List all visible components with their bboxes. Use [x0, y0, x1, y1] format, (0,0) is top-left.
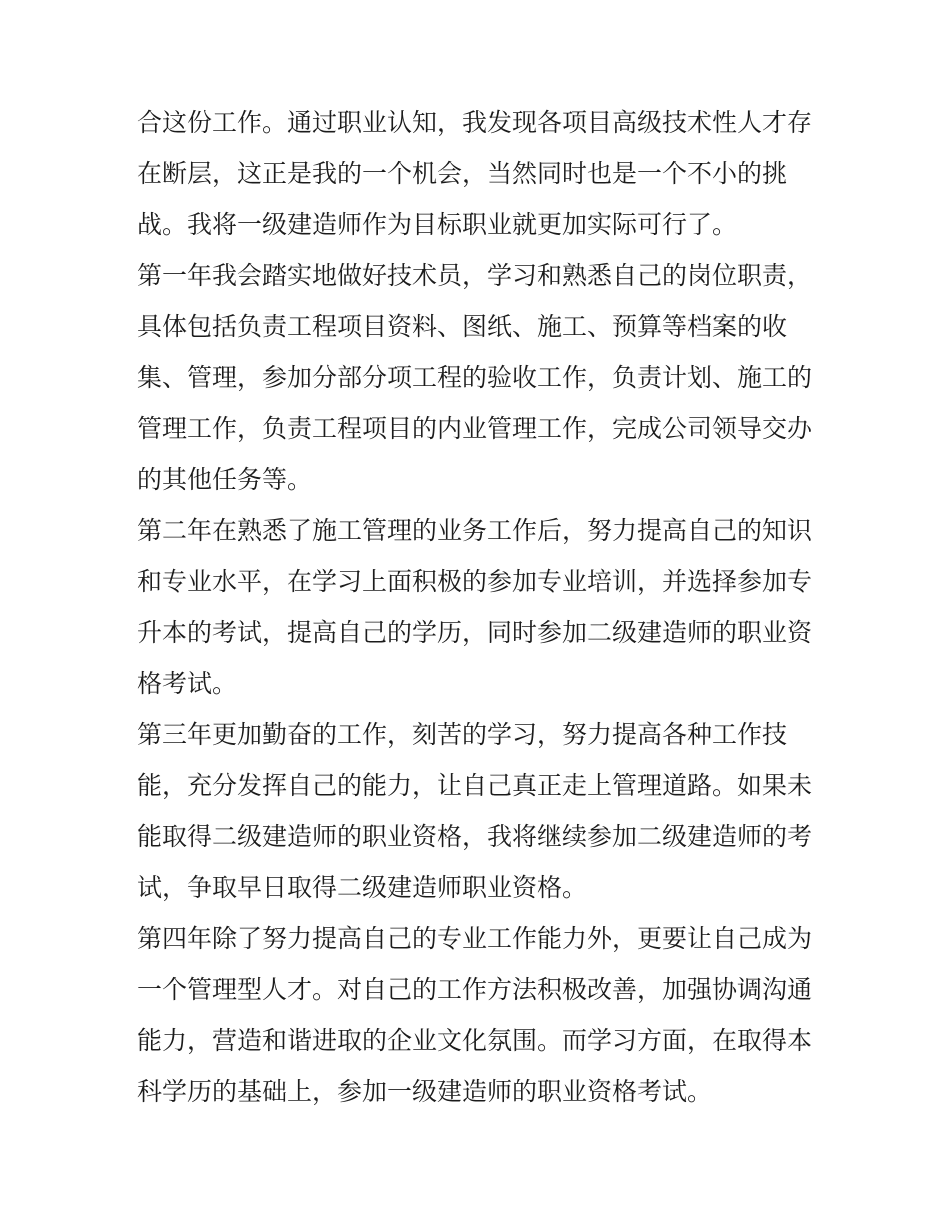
text-line: 能取得二级建造师的职业资格，我将继续参加二级建造师的考 [137, 824, 813, 851]
text-line: 科学历的基础上，参加一级建造师的职业资格考试。 [137, 1079, 713, 1106]
text-line: 第二年在熟悉了施工管理的业务工作后，努力提高自己的知识 [137, 518, 813, 545]
text-line: 能力，营造和谐进取的企业文化氛围。而学习方面，在取得本 [137, 1028, 813, 1055]
text-line: 第一年我会踏实地做好技术员，学习和熟悉自己的岗位职责， [137, 263, 813, 290]
text-line: 第四年除了努力提高自己的专业工作能力外，更要让自己成为 [137, 926, 813, 953]
text-line: 管理工作，负责工程项目的内业管理工作，完成公司领导交办 [137, 416, 813, 443]
text-line: 试，争取早日取得二级建造师职业资格。 [137, 875, 588, 902]
text-line: 集、管理，参加分部分项工程的验收工作，负责计划、施工的 [137, 365, 813, 392]
text-line: 第三年更加勤奋的工作，刻苦的学习，努力提高各种工作技 [137, 722, 788, 749]
text-line: 能，充分发挥自己的能力，让自己真正走上管理道路。如果未 [137, 773, 813, 800]
text-line: 在断层，这正是我的一个机会，当然同时也是一个不小的挑 [137, 161, 788, 188]
text-line: 升本的考试，提高自己的学历，同时参加二级建造师的职业资 [137, 620, 813, 647]
paragraph-year-four [137, 914, 820, 1118]
text-line: 的其他任务等。 [137, 467, 313, 494]
text-line: 一个管理型人才。对自己的工作方法积极改善，加强协调沟通 [137, 977, 813, 1004]
text-line: 和专业水平，在学习上面积极的参加专业培训，并选择参加专 [137, 569, 813, 596]
text-line: 战。我将一级建造师作为目标职业就更加实际可行了。 [137, 212, 738, 239]
text-line: 合这份工作。通过职业认知，我发现各项目高级技术性人才存 [137, 110, 813, 137]
paragraph-year-one [137, 251, 820, 506]
text-line: 具体包括负责工程项目资料、图纸、施工、预算等档案的收 [137, 314, 788, 341]
text-line: 格考试。 [137, 671, 238, 698]
paragraph-year-three [137, 710, 820, 914]
paragraph-intro-continuation [137, 98, 820, 251]
paragraph-year-two [137, 506, 820, 710]
